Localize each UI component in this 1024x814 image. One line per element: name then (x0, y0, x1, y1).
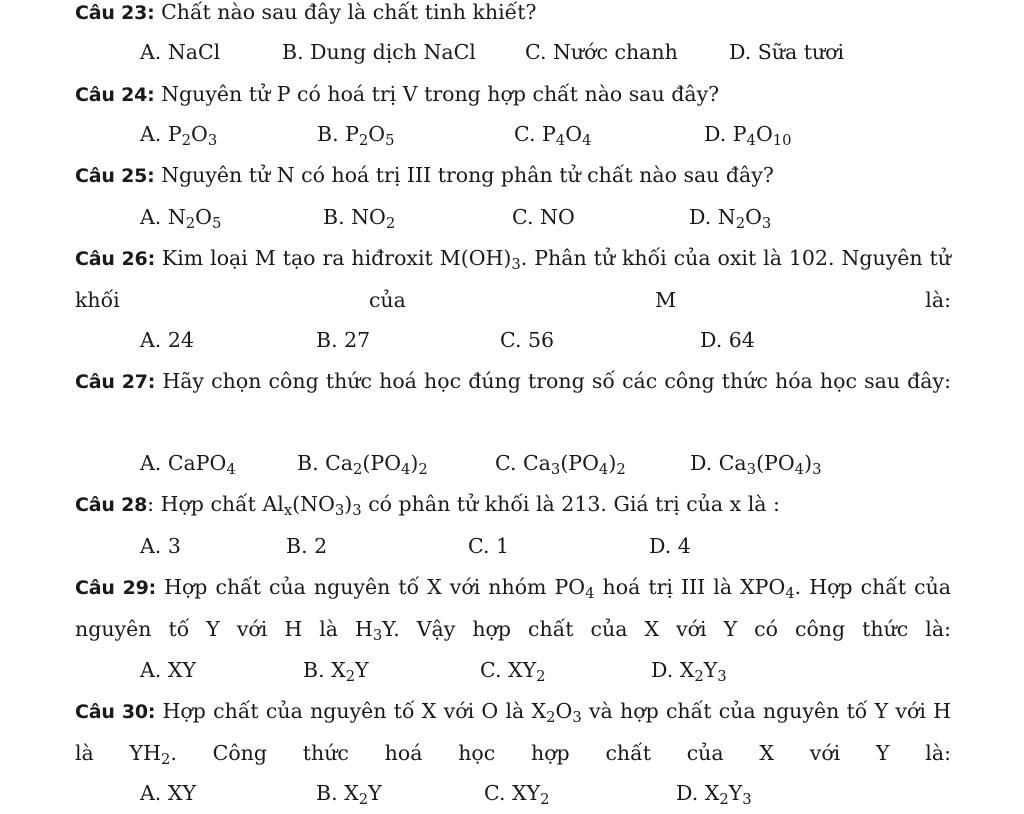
option-letter: C. (514, 122, 542, 146)
subscript: 2 (160, 751, 171, 769)
subscript: 5 (211, 215, 222, 233)
formula-part: O (565, 122, 582, 146)
subscript: 2 (540, 791, 550, 809)
question-number: Câu 25: (75, 165, 155, 187)
subscript: 3 (334, 502, 345, 520)
option-letter: D. (690, 451, 719, 475)
options-26 (0, 320, 1024, 361)
subscript: 10 (772, 132, 792, 150)
subscript: 5 (385, 132, 395, 150)
question-29 (75, 567, 951, 650)
subscript: 3 (812, 461, 822, 479)
option-letter: A. (140, 122, 168, 146)
formula-part: N (717, 205, 736, 229)
question-stem-part: và hợp chất của nguyên tố Y với H là YH (75, 699, 952, 765)
option-letter: B. (317, 122, 346, 146)
subscript: 4 (785, 585, 795, 603)
option-letter: C. (512, 205, 540, 229)
options-25 (0, 197, 1024, 238)
formula-part: Ca (523, 451, 551, 475)
formula-part: NO (351, 205, 386, 229)
option-letter: B. (323, 205, 352, 229)
subscript: 3 (742, 791, 752, 809)
question-stem-part: Y. Vậy hợp chất của X với Y có công thức là: (382, 617, 951, 641)
options-24 (0, 114, 1024, 155)
subscript: 2 (694, 668, 704, 686)
question-stem: Nguyên tử N có hoá trị III trong phân tử chất nào sau đây? (154, 163, 774, 187)
subscript: 2 (181, 132, 192, 150)
question-number: Câu 26: (75, 248, 155, 270)
question-first-line (75, 567, 951, 650)
formula-part: O (755, 122, 773, 146)
option-b[interactable]: B. 2 (286, 534, 328, 558)
subscript: 3 (550, 461, 561, 479)
formula-part: Y (703, 658, 718, 682)
option-b[interactable] (316, 773, 382, 814)
option-a[interactable]: A. NaCl (140, 40, 221, 64)
subscript: 3 (352, 502, 362, 520)
subscript: 2 (536, 668, 546, 686)
subscript: 3 (511, 256, 521, 274)
option-c[interactable] (484, 773, 550, 814)
question-24 (75, 74, 951, 116)
formula-part: (PO (756, 451, 795, 475)
formula-part: XY (512, 781, 541, 805)
subscript: 2 (345, 668, 356, 686)
question-number: Câu 23: (75, 2, 155, 24)
option-a[interactable] (140, 443, 236, 484)
option-a[interactable] (140, 773, 196, 814)
option-a[interactable]: A. 24 (140, 328, 194, 352)
subscript: 4 (585, 585, 595, 603)
formula-part: O (368, 122, 386, 146)
option-d[interactable] (704, 114, 792, 155)
subscript: 2 (735, 215, 746, 233)
subscript: 2 (719, 791, 729, 809)
option-d[interactable] (690, 443, 821, 484)
question-number: Câu 29: (75, 577, 157, 599)
question-stem-part: Kim loại M tạo ra hiđroxit M(OH) (154, 246, 512, 270)
question-stem: Hãy chọn công thức hoá học đúng trong số các công thức hóa học sau đây: (155, 369, 952, 393)
subscript: 3 (372, 627, 383, 645)
formula-part: P (542, 122, 556, 146)
question-first-line (75, 361, 951, 403)
question-stem-part: ) (344, 492, 353, 516)
option-c[interactable] (514, 114, 591, 155)
option-d[interactable] (676, 773, 752, 814)
question-28 (75, 484, 951, 526)
option-letter: D. (676, 781, 705, 805)
question-stem-part: . Hợp chất của nguyên tố Y với H là H (75, 575, 951, 641)
subscript: 2 (616, 461, 626, 479)
options-30 (0, 773, 1024, 814)
question-number: Câu 30: (75, 701, 156, 723)
subscript: 3 (572, 709, 582, 727)
formula-part: N (167, 205, 186, 229)
option-d[interactable]: D. 4 (649, 534, 691, 558)
option-c[interactable] (495, 443, 626, 484)
question-stem-part: : Hợp chất Al (147, 492, 284, 516)
formula-part: X (331, 658, 346, 682)
subscript: 3 (761, 215, 772, 233)
subscript: 3 (746, 461, 757, 479)
options-28 (0, 526, 1024, 567)
option-c[interactable]: C. 1 (468, 534, 510, 558)
question-27 (75, 361, 951, 403)
subscript: 2 (546, 709, 556, 727)
option-b[interactable] (317, 114, 395, 155)
subscript: 2 (358, 791, 369, 809)
question-first-line (75, 691, 951, 774)
option-letter: A. (140, 781, 168, 805)
subscript: 2 (418, 461, 428, 479)
option-c[interactable]: C. 56 (500, 328, 555, 352)
formula-part: P (167, 122, 182, 146)
question-stem-part: hoá trị III là XPO (594, 575, 786, 599)
formula-part: (PO (362, 451, 402, 475)
option-c[interactable] (480, 650, 546, 691)
formula-part: XY (508, 658, 537, 682)
subscript: x (283, 502, 293, 520)
formula-part: (PO (560, 451, 599, 475)
question-number: Câu 24: (75, 84, 155, 106)
formula-part: XY (167, 781, 196, 805)
question-stem-part: O (555, 699, 573, 723)
question-23 (75, 0, 951, 34)
question-stem-part: (NO (292, 492, 335, 516)
question-stem-part: Hợp chất của nguyên tố X với O là X (155, 699, 547, 723)
formula-part: Y (728, 781, 743, 805)
option-letter: A. (140, 658, 168, 682)
option-b[interactable]: B. Dung dịch NaCl (282, 40, 476, 64)
subscript: 4 (401, 461, 411, 479)
option-letter: C. (480, 658, 508, 682)
formula-part: P (732, 122, 747, 146)
formula-part: X (704, 781, 720, 805)
question-stem-part: . Phân tử khối của oxit là 102. Nguyên tử khối của M là: (75, 246, 951, 312)
subscript: 2 (185, 215, 196, 233)
option-c[interactable]: C. Nước chanh (525, 40, 678, 64)
option-letter: A. (140, 451, 168, 475)
subscript: 4 (794, 461, 805, 479)
question-first-line (75, 238, 951, 321)
subscript: 4 (555, 132, 566, 150)
option-b[interactable] (323, 197, 395, 238)
option-d[interactable] (651, 650, 727, 691)
question-stem: Nguyên tử P có hoá trị V trong hợp chất nào sau đây? (154, 82, 720, 106)
question-stem: Chất nào sau đây là chất tinh khiết? (154, 0, 537, 24)
question-stem-part: . Công thức hoá học hợp chất của X với Y là: (170, 741, 951, 765)
subscript: 2 (358, 132, 369, 150)
option-d[interactable]: D. 64 (700, 328, 755, 352)
question-stem-part: có phân tử khối là 213. Giá trị của x là : (361, 492, 780, 516)
option-letter: C. (495, 451, 523, 475)
formula-part: O (191, 122, 208, 146)
options-29 (0, 650, 1024, 691)
formula-part: NO (540, 205, 575, 229)
formula-part: ) (608, 451, 617, 475)
option-b[interactable] (303, 650, 369, 691)
question-number: Câu 27: (75, 371, 156, 393)
formula-part: Y (368, 781, 382, 805)
option-letter: B. (316, 781, 345, 805)
subscript: 3 (207, 132, 218, 150)
options-27 (0, 443, 1024, 484)
formula-part: X (344, 781, 359, 805)
subscript: 2 (385, 215, 396, 233)
option-a[interactable] (140, 197, 221, 238)
formula-part: ) (410, 451, 419, 475)
option-d[interactable]: D. Sữa tươi (729, 40, 845, 64)
formula-part: O (195, 205, 212, 229)
option-b[interactable]: B. 27 (316, 328, 371, 352)
option-a[interactable] (140, 650, 196, 691)
formula-part: Ca (718, 451, 747, 475)
option-letter: B. (303, 658, 332, 682)
option-letter: D. (651, 658, 680, 682)
formula-part: Ca (325, 451, 354, 475)
option-letter: D. (704, 122, 733, 146)
option-letter: A. (140, 205, 168, 229)
option-b[interactable] (297, 443, 428, 484)
option-letter: C. (484, 781, 512, 805)
option-letter: B. (297, 451, 326, 475)
formula-part: XY (167, 658, 196, 682)
option-c[interactable] (512, 197, 575, 238)
question-stem-part: Hợp chất của nguyên tố X với nhóm PO (156, 575, 586, 599)
formula-part: Y (355, 658, 369, 682)
subscript: 2 (353, 461, 363, 479)
subscript: 4 (746, 132, 756, 150)
option-d[interactable] (689, 197, 771, 238)
subscript: 4 (598, 461, 609, 479)
option-letter: D. (689, 205, 718, 229)
question-30 (75, 691, 951, 774)
formula-part: X (679, 658, 695, 682)
question-number: Câu 28 (75, 494, 148, 516)
subscript: 3 (717, 668, 727, 686)
option-a[interactable] (140, 114, 217, 155)
formula-part: O (745, 205, 762, 229)
formula-part: CaPO (167, 451, 227, 475)
formula-part: ) (804, 451, 813, 475)
question-25 (75, 155, 951, 197)
option-a[interactable]: A. 3 (140, 534, 181, 558)
formula-part: P (345, 122, 359, 146)
subscript: 4 (226, 461, 236, 479)
question-26 (75, 238, 951, 321)
subscript: 4 (582, 132, 592, 150)
options-23 (0, 32, 1024, 73)
